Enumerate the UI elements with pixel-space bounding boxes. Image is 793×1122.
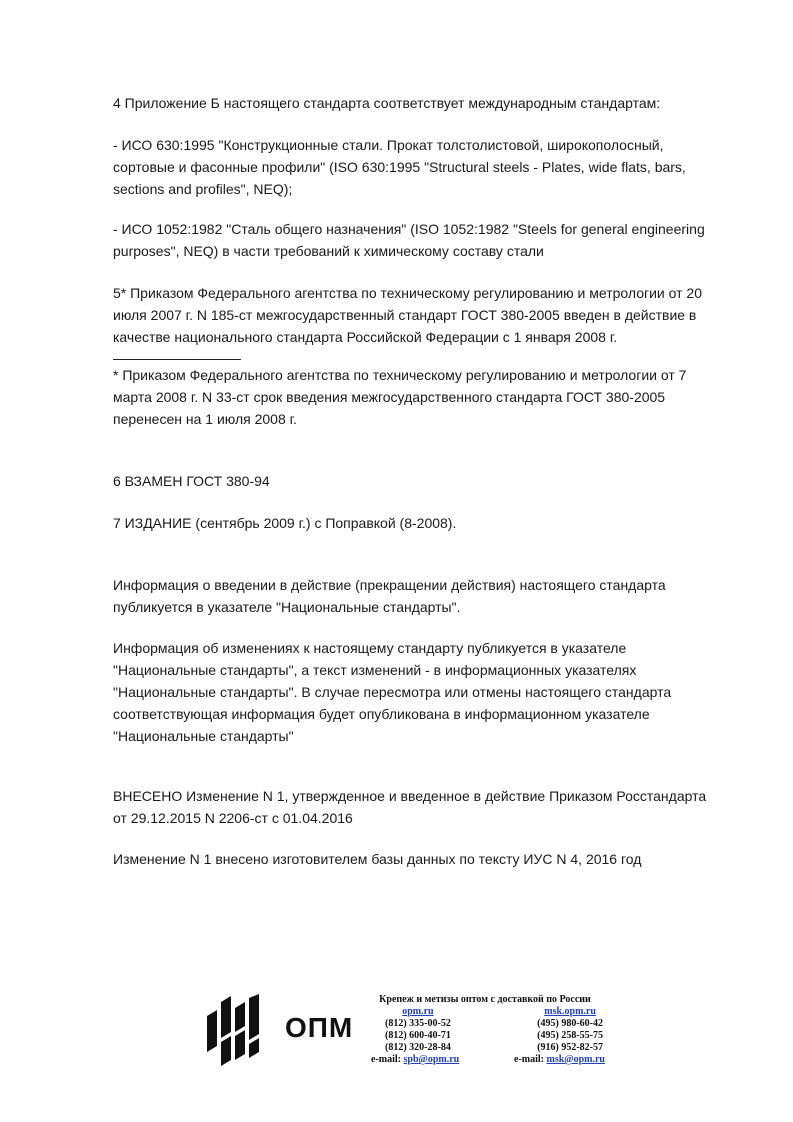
msk-email-link[interactable]: msk@opm.ru bbox=[546, 1054, 605, 1065]
tagline: Крепеж и метизы оптом с доставкой по России bbox=[379, 994, 591, 1005]
paragraph-4-iso630: - ИСО 630:1995 "Конструкционные стали. Прокат толстолистовой, широкополосный, сортовые и фасонные профили" (ISO 630:1995 "Structural steels - Plates, wide flats, bars, sections and profiles", NEQ); bbox=[113, 137, 686, 197]
footnote: * Приказом Федерального агентства по техническому регулированию и метрологии от 7 марта 2008 г. N 33-ст срок введения межгосударственного стандарта ГОСТ 380-2005 перенесен на 1 июля 2008 г. bbox=[113, 367, 687, 427]
info-paragraph-1: Информация о введении в действие (прекращении действия) настоящего стандарта публикуется в указателе "Национальные стандарты". bbox=[113, 577, 666, 615]
paragraph-7: 7 ИЗДАНИЕ (сентябрь 2009 г.) с Поправкой (8-2008). bbox=[113, 515, 457, 531]
info-paragraph-2: Информация об изменениях к настоящему стандарту публикуется в указателе "Национальные стандарты", а текст изменений - в информационных указателях "Национальные стандарты". В случае пересмотра или отмены настоящего стандарта соответствующая информация будет опубликована в информационном указателе "Национальные стандарты" bbox=[113, 640, 672, 744]
spb-phone-3: (812) 320-28-84 bbox=[385, 1042, 451, 1053]
opm-logo-icon bbox=[205, 994, 269, 1066]
spb-contacts bbox=[385, 1006, 451, 1054]
paragraph-4-iso1052: - ИСО 1052:1982 "Сталь общего назначения" (ISO 1052:1982 "Steels for general engineering purposes", NEQ) в части требований к химическому составу стали bbox=[113, 221, 705, 259]
logo-wordmark: ОПМ bbox=[285, 1012, 354, 1043]
footer-banner bbox=[205, 994, 605, 1066]
msk-phone-1: (495) 980-60-42 bbox=[537, 1018, 603, 1029]
amendment-note: Изменение N 1 внесено изготовителем базы данных по тексту ИУС N 4, 2016 год bbox=[113, 851, 642, 867]
spb-site-link[interactable]: opm.ru bbox=[402, 1006, 434, 1017]
footnote-divider bbox=[113, 359, 241, 360]
msk-phone-2: (495) 258-55-75 bbox=[537, 1030, 603, 1041]
spb-email-row bbox=[371, 1054, 459, 1066]
msk-email-row bbox=[514, 1054, 605, 1066]
msk-phone-3: (916) 952-82-57 bbox=[537, 1042, 603, 1053]
spb-phone-2: (812) 600-40-71 bbox=[385, 1030, 451, 1041]
amendment-paragraph: ВНЕСЕНО Изменение N 1, утвержденное и введенное в действие Приказом Росстандарта от 29.12.2015 N 2206-ст с 01.04.2016 bbox=[113, 788, 707, 826]
contacts-block bbox=[365, 994, 605, 1066]
spb-email-label: e-mail: bbox=[371, 1054, 401, 1065]
paragraph-6: 6 ВЗАМЕН ГОСТ 380-94 bbox=[113, 473, 270, 489]
spb-phone-1: (812) 335-00-52 bbox=[385, 1018, 451, 1029]
spb-email-link[interactable]: spb@opm.ru bbox=[403, 1054, 460, 1065]
msk-contacts bbox=[537, 1006, 603, 1054]
msk-email-label: e-mail: bbox=[514, 1054, 545, 1065]
paragraph-5: 5* Приказом Федерального агентства по техническому регулированию и метрологии от 20 июля 2007 г. N 185-ст межгосударственный стандарт ГОСТ 380-2005 введен в действие в качестве национального стандарта Российской Федерации с 1 января 2008 г. bbox=[113, 285, 702, 345]
msk-site-link[interactable]: msk.opm.ru bbox=[544, 1006, 596, 1017]
paragraph-4: 4 Приложение Б настоящего стандарта соответствует международным стандартам: bbox=[113, 95, 661, 111]
